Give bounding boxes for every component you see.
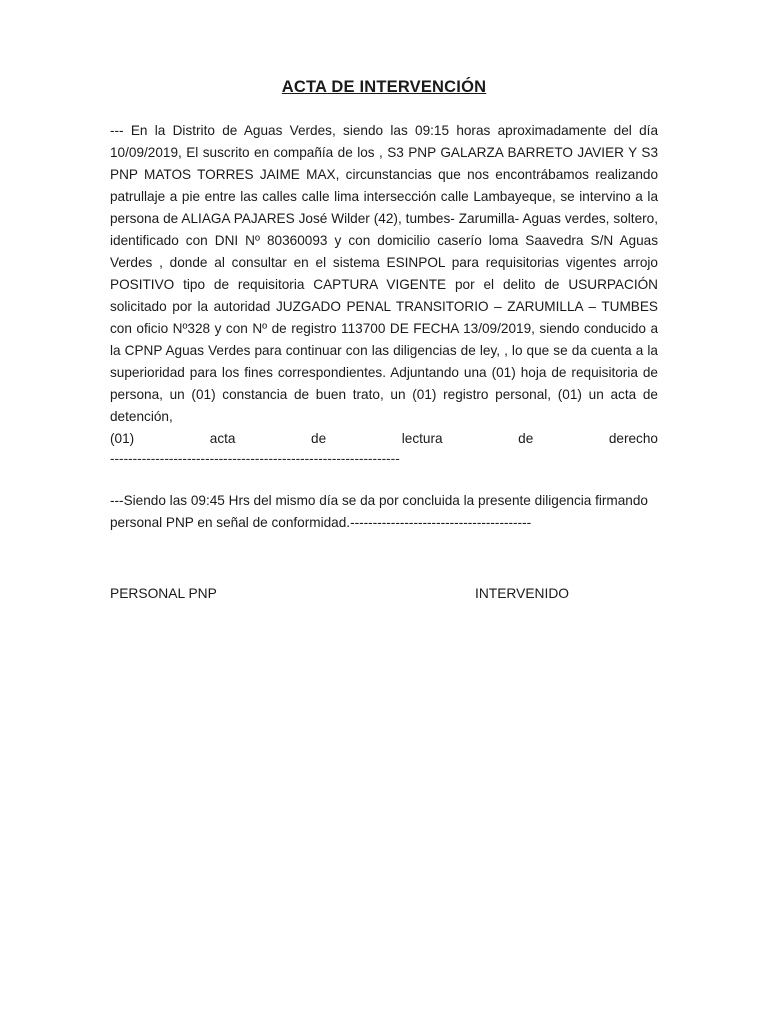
body-last-line	[110, 428, 658, 450]
last-line-word-1: (01)	[110, 431, 135, 447]
closing-text: ---Siendo las 09:45 Hrs del mismo día se da por concluida la presente diligencia firmando personal PNP en señal de conformidad.	[110, 492, 648, 530]
document-content	[110, 78, 658, 612]
closing-paragraph	[110, 490, 658, 534]
last-line-word-5: de	[518, 431, 534, 447]
signature-row	[110, 586, 658, 612]
last-line-word-3: de	[311, 431, 327, 447]
signature-label-personal-pnp: PERSONAL PNP	[110, 585, 217, 601]
closing-tail-dashes: ----------------------------------------	[350, 514, 532, 530]
signature-label-intervenido: INTERVENIDO	[475, 585, 570, 601]
intervention-body-paragraph: --- En la Distrito de Aguas Verdes, siendo las 09:15 horas aproximadamente del día 10/09/2019, El suscrito en compañía de los , S3 PNP GALARZA BARRETO JAVIER Y S3 PNP MATOS TORRES JAIME MAX, circunstancias que nos encontrábamos realizando patrullaje a pie entre las calles calle lima intersección calle Lambayeque, se intervino a la persona de ALIAGA PAJARES José Wilder (42), tumbes- Zarumilla- Aguas verdes, soltero, identificado con DNI Nº 80360093 y con domicilio caserío loma Saavedra S/N Aguas Verdes , donde al consultar en el sistema ESINPOL para requisitorias vigentes arrojo POSITIVO tipo de requisitoria CAPTURA VIGENTE por el delito de USURPACIÓN solicitado por la autoridad JUZGADO PENAL TRANSITORIO – ZARUMILLA – TUMBES con oficio Nº328 y con Nº de registro 113700 DE FECHA 13/09/2019, siendo conducido a la CPNP Aguas Verdes para continuar con las diligencias de ley, , lo que se da cuenta a la superioridad para los fines correspondientes. Adjuntando una (01) hoja de requisitoria de persona, un (01) constancia de buen trato, un (01) registro personal, (01) un acta de detención,	[110, 122, 658, 424]
last-line-word-2: acta	[209, 431, 236, 447]
last-line-word-4: lectura	[401, 431, 443, 447]
page-title: ACTA DE INTERVENCIÓN	[281, 78, 487, 96]
dashed-separator: ----------------------------------------------------------------	[110, 451, 400, 467]
last-line-word-6: derecho	[608, 431, 658, 447]
